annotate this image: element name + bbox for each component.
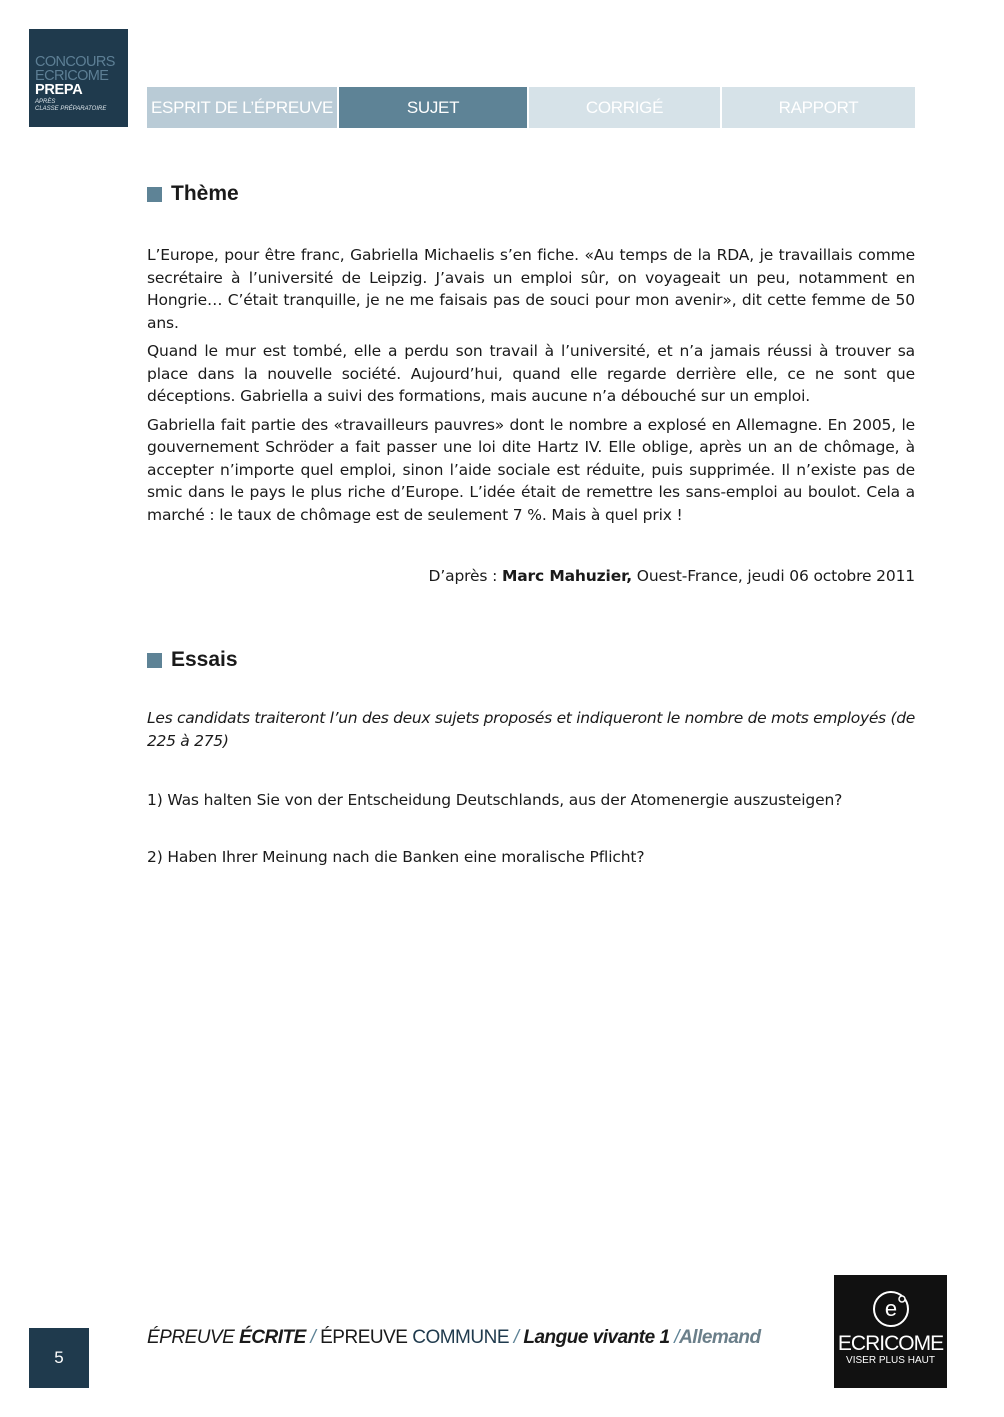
question-2: 2) Haben Ihrer Meinung nach die Banken eine moralische Pflicht?	[147, 848, 645, 866]
source-rest: Ouest-France, jeudi 06 octobre 2011	[632, 567, 915, 585]
footer-title	[147, 1326, 761, 1350]
source-prefix: D’après :	[428, 567, 502, 585]
section-tabs	[147, 87, 915, 128]
logo-line-prepa: PREPA	[35, 82, 83, 98]
footer-epreuve: ÉPREUVE	[147, 1327, 240, 1348]
essais-heading	[147, 648, 238, 672]
source-citation	[147, 565, 915, 587]
brand-tagline: VISER PLUS HAUT	[846, 1355, 935, 1366]
page-number: 5	[29, 1328, 89, 1388]
source-author: Marc Mahuzier,	[501, 567, 633, 585]
theme-title: Thème	[171, 182, 239, 205]
tab-sujet[interactable]: SUJET	[339, 87, 529, 128]
tab-rapport[interactable]: RAPPORT	[722, 87, 915, 128]
tab-corrige[interactable]: CORRIGÉ	[529, 87, 722, 128]
footer-commune: COMMUNE	[412, 1327, 509, 1348]
footer-epreuve-2: ÉPREUVE	[320, 1327, 413, 1348]
theme-paragraph-3: Gabriella fait partie des «travailleurs pauvres» dont le nombre a explosé en Allemagne. En 2005, le gouvernement Schröder a fait passer une loi dite Hartz IV. Elle oblige, après un an de chômage, à accepter n’importe quel emploi, sinon l’aide sociale est réduite, puis supprimée. Il n’existe pas de smic dans le pays le plus riche d’Europe. L’idée était de remettre les sans-emploi au boulot. Cela a marché : le taux de chômage est de seulement 7 %. Mais à quel prix !	[147, 415, 915, 524]
logo-line-classe: CLASSE PRÉPARATOIRE	[35, 106, 107, 112]
logo-line-ecricome: ECRICOME	[35, 68, 109, 84]
footer-sep-3: /	[669, 1327, 680, 1348]
ecricome-e-icon	[871, 1289, 911, 1329]
essais-title: Essais	[171, 648, 238, 671]
logo-line-concours: CONCOURS	[35, 54, 115, 70]
footer-allemand: Allemand	[679, 1327, 761, 1348]
square-bullet-icon	[147, 187, 162, 202]
footer-ecrite: ÉCRITE	[239, 1327, 306, 1348]
footer-sep-1: /	[305, 1327, 321, 1348]
ecricome-brand-logo	[834, 1275, 947, 1388]
question-1: 1) Was halten Sie von der Entscheidung Deutschlands, aus der Atomenergie auszusteigen?	[147, 791, 843, 809]
tab-esprit-epreuve[interactable]: ESPRIT DE L’ÉPREUVE	[147, 87, 339, 128]
square-bullet-icon	[147, 653, 162, 668]
footer-langue: Langue vivante 1	[523, 1327, 670, 1348]
theme-paragraph-1: L’Europe, pour être franc, Gabriella Michaelis s’en fiche. «Au temps de la RDA, je travaillais comme secrétaire à l’université de Leipzig. J’avais un emploi sûr, on voyageait un peu, notamment en Hongrie… C’était tranquille, je ne me faisais pas de souci pour mon avenir», dit cette femme de 50 ans.	[147, 246, 915, 332]
theme-paragraph-2: Quand le mur est tombé, elle a perdu son travail à l’université, et n’a jamais réussi à trouver sa place dans la nouvelle société. Aujourd’hui, quand elle regarde derrière elle, ce ne sont que déceptions. Gabriella a suivi des formations, mais aucune n’a débouché sur un emploi.	[147, 342, 915, 405]
footer-sep-2: /	[509, 1327, 524, 1348]
essais-instructions: Les candidats traiteront l’un des deux sujets proposés et indiqueront le nombre de mots employés (de 225 à 275)	[147, 709, 915, 750]
svg-text:e: e	[884, 1296, 897, 1321]
theme-heading	[147, 182, 239, 206]
concours-logo	[29, 29, 128, 127]
logo-line-apres: APRÈS	[35, 99, 56, 105]
theme-text	[147, 244, 915, 532]
brand-name: ECRICOME	[837, 1332, 944, 1355]
